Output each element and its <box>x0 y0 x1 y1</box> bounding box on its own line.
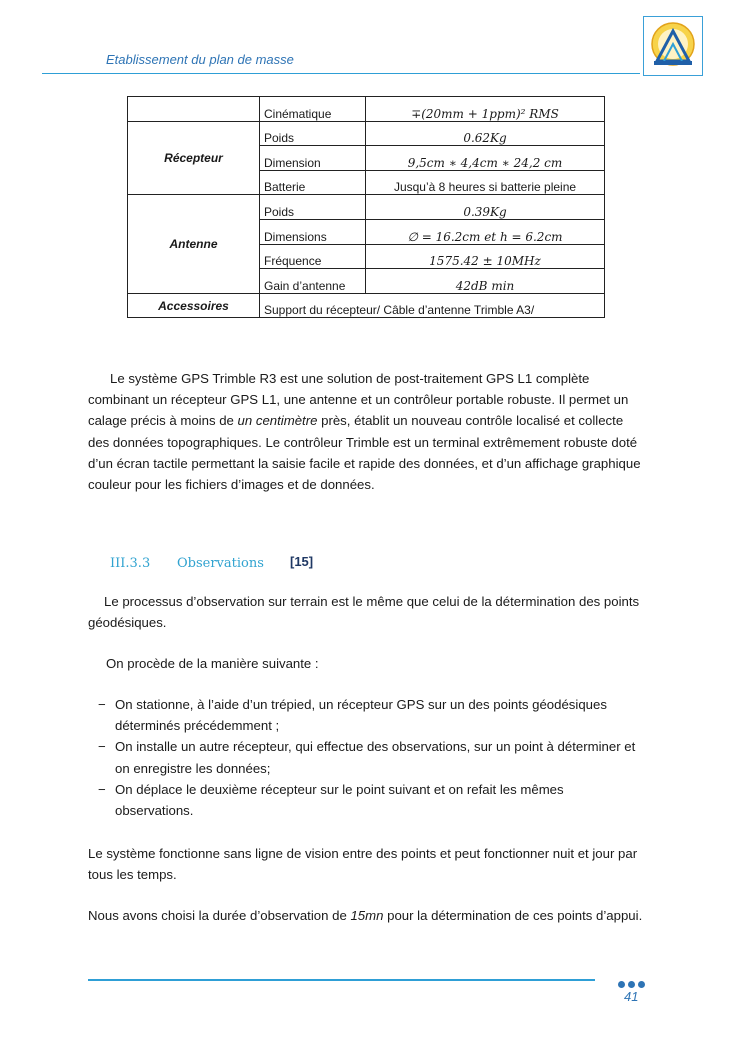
bullet-dash: − <box>98 739 106 755</box>
table-value: 0.39Kg <box>366 195 605 220</box>
bullet-dash: − <box>98 697 106 712</box>
table-property: Cinématique <box>260 97 366 122</box>
list-item-text: On déplace le deuxième récepteur sur le point suivant et on refait les mêmes observations. <box>115 781 564 819</box>
table-group-antenne: Antenne <box>128 195 260 293</box>
paragraph-text: Le système GPS Trimble R3 est une solution de post-traitement GPS L1 complète combinant un récepteur GPS L1, une antenne et un contrôleur portable robuste. Il permet un calage précis à moins de <box>88 371 629 429</box>
procedure-list <box>88 694 643 821</box>
table-value: 9,5cm ∗ 4,4cm ∗ 24,2 cm <box>366 146 605 171</box>
paragraph-trimble-description <box>88 368 643 495</box>
section-title: Observations <box>177 556 264 571</box>
footer-rule <box>88 979 595 981</box>
table-property: Dimensions <box>260 219 366 244</box>
table-value: 42dB min <box>366 269 605 294</box>
table-group-accessoires: Accessoires <box>128 293 260 318</box>
table-group-recepteur: Récepteur <box>128 121 260 195</box>
paragraph-text: près, établit un nouveau contrôle localisé et collecte des données topographiques. Le contrôleur Trimble est un terminal extrêmement robuste doté d’un écran tactile permettant la saisie facile et rapide des données, et d’un affichage graphique couleur pour les fichiers d’images et de données. <box>88 413 641 493</box>
paragraph-observation-process: Le processus d’observation sur terrain est le même que celui de la détermination des points géodésiques. <box>88 594 640 631</box>
paragraph-observation-duration <box>88 905 643 926</box>
paragraph-emphasis: un centimètre <box>237 413 318 429</box>
list-item <box>88 779 643 821</box>
table-row <box>128 97 605 122</box>
table-cell-empty <box>128 97 260 122</box>
table-row <box>128 293 605 318</box>
bullet-dash: − <box>98 781 106 797</box>
table-property: Fréquence <box>260 244 366 269</box>
running-header-title: Etablissement du plan de masse <box>106 52 294 67</box>
institution-logo <box>643 16 703 76</box>
table-property: Poids <box>260 121 366 146</box>
table-row <box>128 121 605 146</box>
table-value: Support du récepteur/ Câble d’antenne Trimble A3/ <box>260 293 605 318</box>
table-value: ∓(20mm + 1ppm)² RMS <box>366 97 605 122</box>
page-number: 41 <box>624 989 639 1004</box>
table-value: 0.62Kg <box>366 121 605 146</box>
header-rule <box>42 73 640 74</box>
table-value: Jusqu’à 8 heures si batterie pleine <box>366 170 605 195</box>
table-row <box>128 195 605 220</box>
paragraph-text: pour la détermination de ces points d’appui. <box>383 908 643 923</box>
table-value: 1575.42 ± 10MHz <box>366 244 605 269</box>
section-reference: [15] <box>290 554 314 569</box>
table-property: Gain d’antenne <box>260 269 366 294</box>
list-item <box>88 694 643 736</box>
section-number: III.3.3 <box>110 556 151 571</box>
list-item <box>88 736 643 778</box>
list-item-text: On installe un autre récepteur, qui effectue des observations, sur un point à déterminer et on enregistre les données; <box>115 739 636 776</box>
table-property: Batterie <box>260 170 366 195</box>
paragraph-text: Nous avons choisi la durée d’observation de <box>88 908 351 923</box>
paragraph-emphasis: 15mn <box>350 908 384 923</box>
paragraph-system-conditions: Le système fonctionne sans ligne de vision entre des points et peut fonctionner nuit et jour par tous les temps. <box>88 846 638 883</box>
table-property: Dimension <box>260 146 366 171</box>
table-value: ∅ = 16.2cm et h = 6.2cm <box>366 219 605 244</box>
table-property: Poids <box>260 195 366 220</box>
list-item-text: On stationne, à l’aide d’un trépied, un récepteur GPS sur un des points géodésiques déterminés précédemment ; <box>115 697 607 734</box>
specifications-table <box>127 96 605 318</box>
paragraph-procedure-intro: On procède de la manière suivante : <box>106 656 319 671</box>
